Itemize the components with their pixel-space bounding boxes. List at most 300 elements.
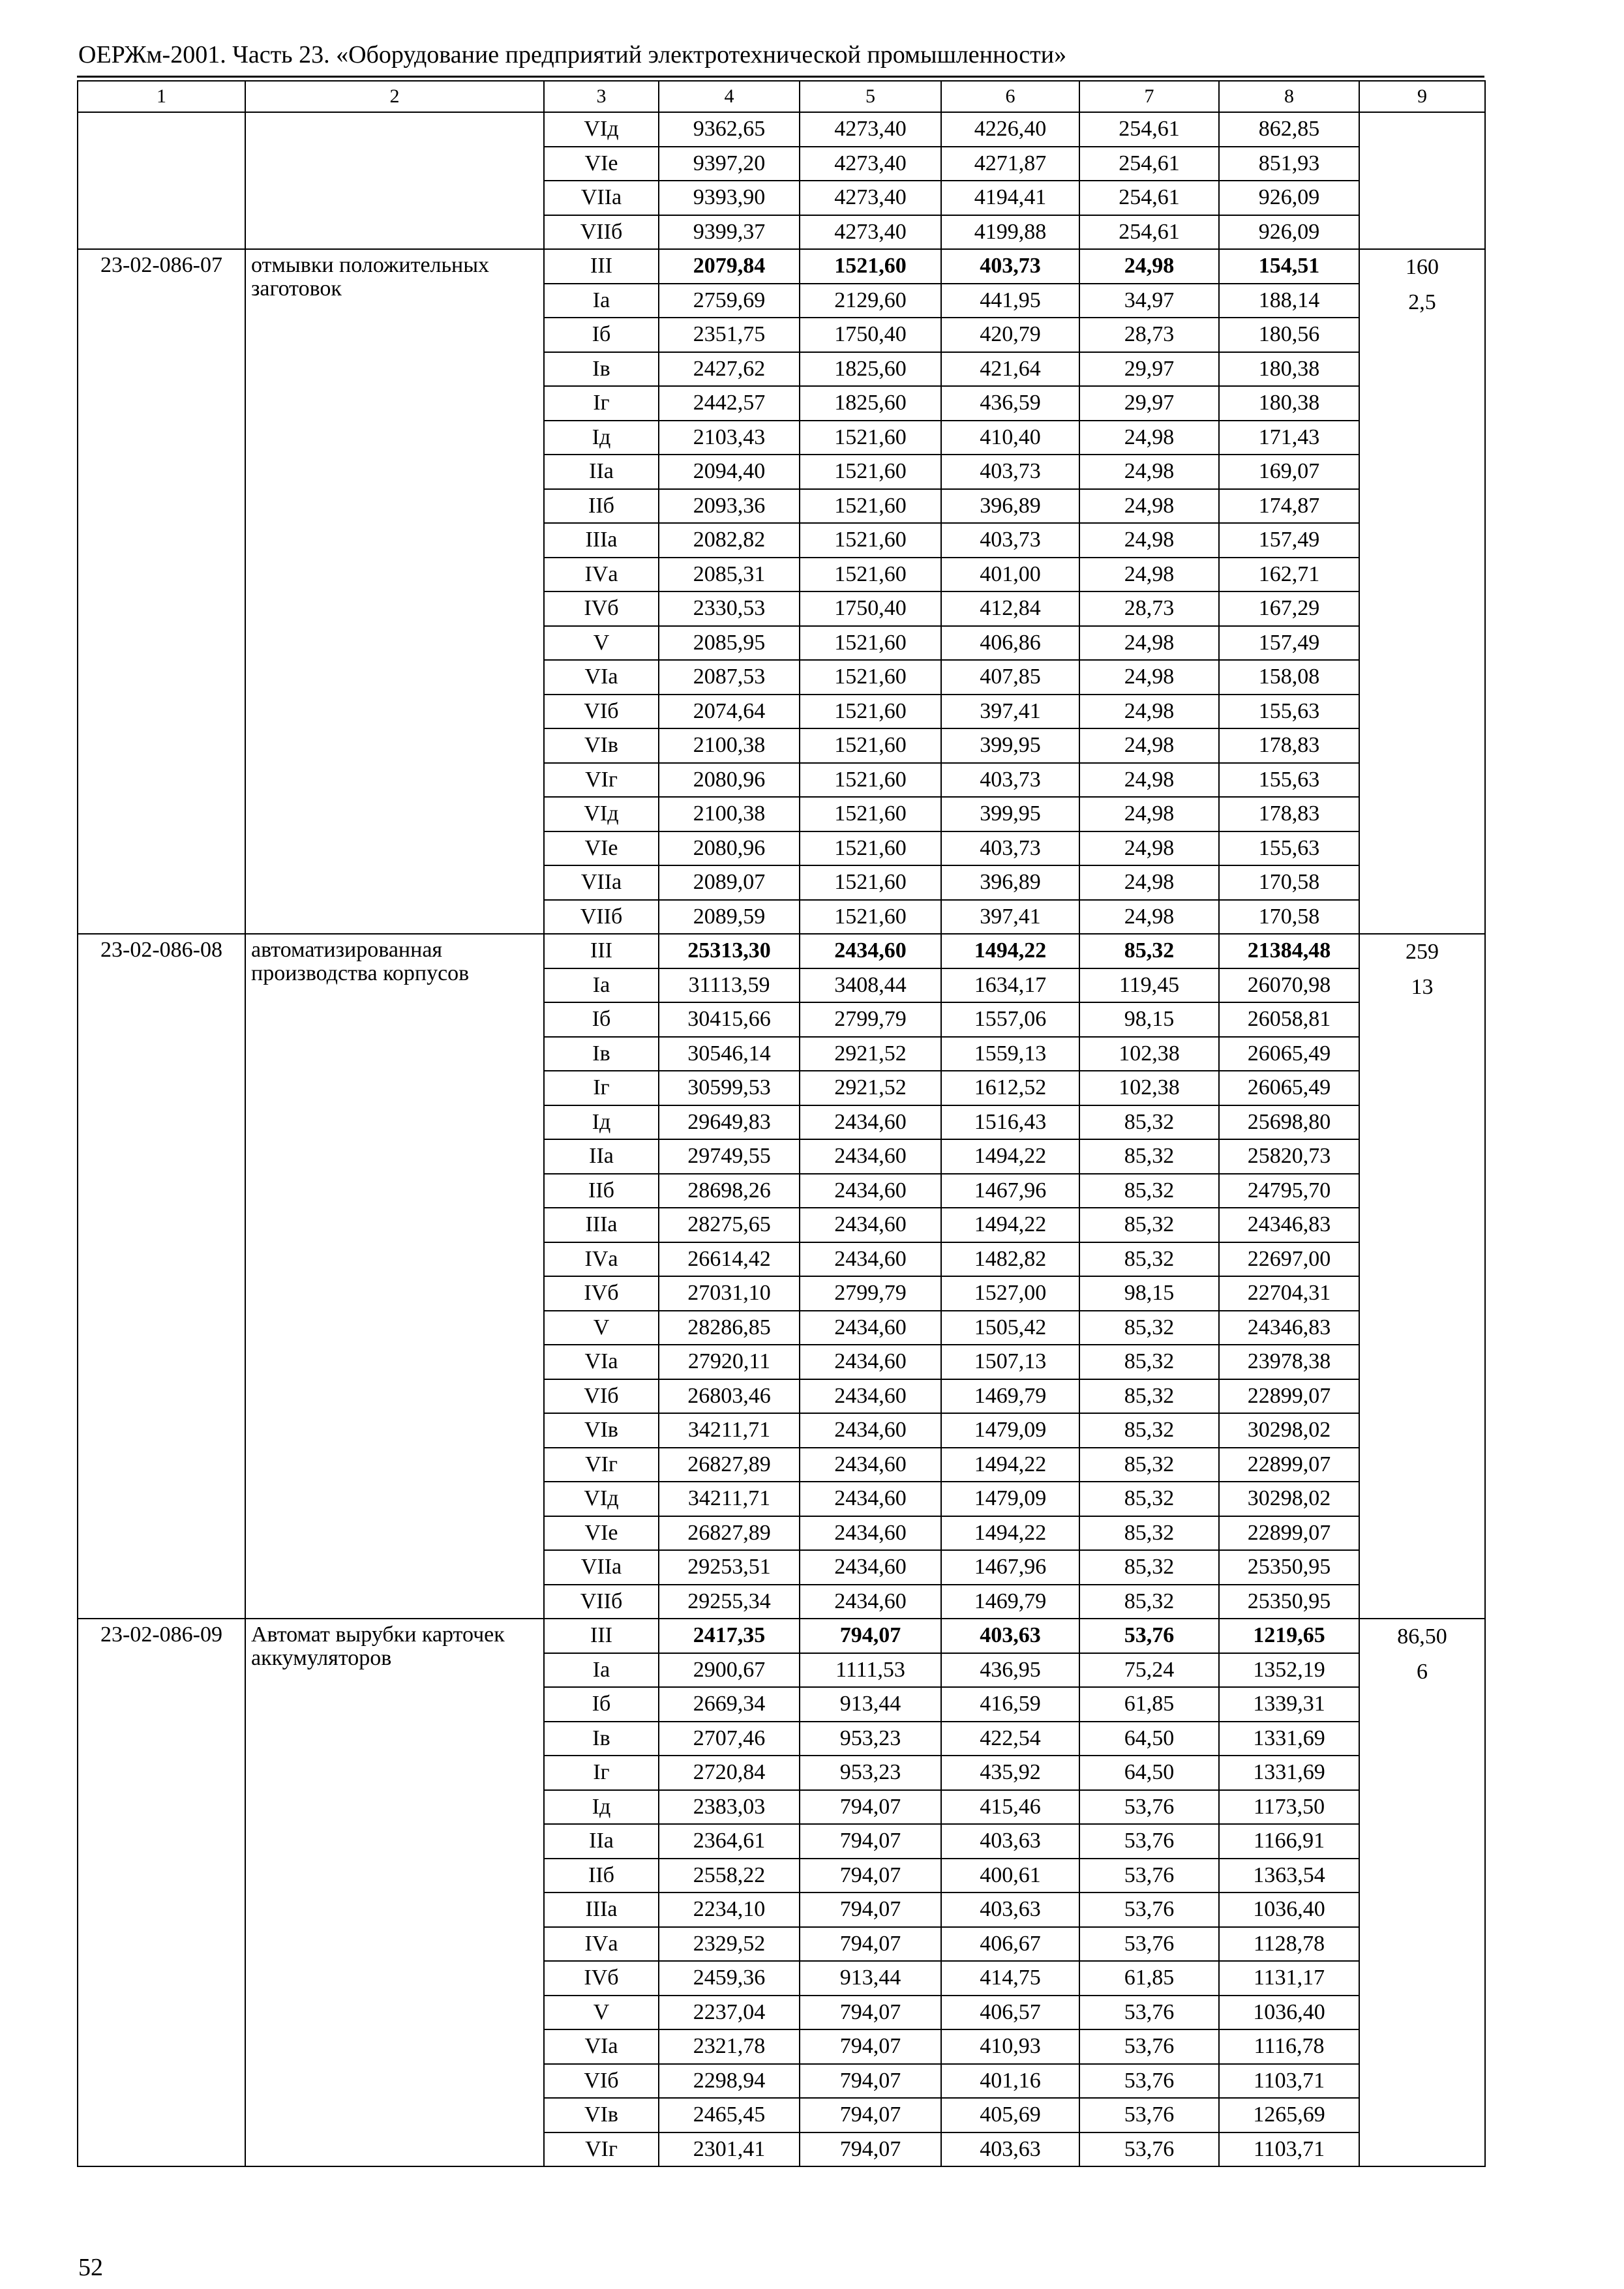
zone-cell: VIв <box>544 728 659 763</box>
value-cell: 403,73 <box>941 455 1079 489</box>
value-cell: 2080,96 <box>659 831 800 866</box>
rate-name <box>245 112 544 249</box>
rate-code: 23-02-086-09 <box>78 1619 245 2166</box>
value-cell: 1521,60 <box>800 249 941 284</box>
column-9-value: 160 <box>1406 255 1439 279</box>
value-cell: 25350,95 <box>1219 1585 1359 1619</box>
value-cell: 28286,85 <box>659 1311 800 1345</box>
value-cell: 1128,78 <box>1219 1927 1359 1962</box>
zone-cell: VIIб <box>544 1585 659 1619</box>
value-cell: 31113,59 <box>659 968 800 1003</box>
value-cell: 155,63 <box>1219 763 1359 798</box>
value-cell: 1331,69 <box>1219 1756 1359 1790</box>
value-cell: 85,32 <box>1079 1242 1219 1277</box>
zone-cell: IVб <box>544 1961 659 1996</box>
value-cell: 155,63 <box>1219 831 1359 866</box>
value-cell: 85,32 <box>1079 934 1219 968</box>
value-cell: 2351,75 <box>659 318 800 352</box>
value-cell: 3408,44 <box>800 968 941 1003</box>
value-cell: 2434,60 <box>800 1516 941 1551</box>
value-cell: 1750,40 <box>800 318 941 352</box>
value-cell: 29,97 <box>1079 352 1219 387</box>
zone-cell: VIд <box>544 1482 659 1516</box>
value-cell: 169,07 <box>1219 455 1359 489</box>
value-cell: 24,98 <box>1079 797 1219 831</box>
value-cell: 1521,60 <box>800 831 941 866</box>
column-number: 2 <box>245 81 544 112</box>
value-cell: 28,73 <box>1079 318 1219 352</box>
value-cell: 85,32 <box>1079 1208 1219 1242</box>
value-cell: 254,61 <box>1079 181 1219 215</box>
zone-cell: III <box>544 934 659 968</box>
value-cell: 2094,40 <box>659 455 800 489</box>
value-cell: 26827,89 <box>659 1516 800 1551</box>
value-cell: 2085,95 <box>659 626 800 661</box>
column-9-cell <box>1359 249 1485 934</box>
zone-cell: IVа <box>544 558 659 592</box>
value-cell: 2558,22 <box>659 1859 800 1893</box>
zone-cell: VIа <box>544 1345 659 1379</box>
value-cell: 85,32 <box>1079 1516 1219 1551</box>
zone-cell: IIа <box>544 1824 659 1859</box>
value-cell: 28275,65 <box>659 1208 800 1242</box>
value-cell: 24,98 <box>1079 763 1219 798</box>
value-cell: 2707,46 <box>659 1722 800 1756</box>
value-cell: 171,43 <box>1219 421 1359 455</box>
value-cell: 1825,60 <box>800 352 941 387</box>
table-row <box>78 934 1485 968</box>
value-cell: 61,85 <box>1079 1961 1219 1996</box>
value-cell: 400,61 <box>941 1859 1079 1893</box>
column-number: 3 <box>544 81 659 112</box>
table-body <box>78 81 1485 2166</box>
value-cell: 2237,04 <box>659 1996 800 2030</box>
value-cell: 2080,96 <box>659 763 800 798</box>
zone-cell: VIв <box>544 2098 659 2132</box>
value-cell: 1219,65 <box>1219 1619 1359 1653</box>
value-cell: 2799,79 <box>800 1276 941 1311</box>
value-cell: 416,59 <box>941 1687 1079 1722</box>
zone-cell: Iв <box>544 1722 659 1756</box>
value-cell: 24,98 <box>1079 865 1219 900</box>
table-row <box>78 1619 1485 1653</box>
value-cell: 4273,40 <box>800 215 941 250</box>
value-cell: 441,95 <box>941 284 1079 318</box>
value-cell: 29253,51 <box>659 1550 800 1585</box>
value-cell: 410,40 <box>941 421 1079 455</box>
value-cell: 98,15 <box>1079 1002 1219 1037</box>
value-cell: 1825,60 <box>800 386 941 421</box>
value-cell: 1116,78 <box>1219 2029 1359 2064</box>
value-cell: 53,76 <box>1079 1824 1219 1859</box>
value-cell: 1111,53 <box>800 1653 941 1688</box>
value-cell: 34211,71 <box>659 1482 800 1516</box>
value-cell: 1557,06 <box>941 1002 1079 1037</box>
value-cell: 403,63 <box>941 1619 1079 1653</box>
zone-cell: IVб <box>544 591 659 626</box>
value-cell: 2434,60 <box>800 934 941 968</box>
value-cell: 30599,53 <box>659 1071 800 1105</box>
value-cell: 415,46 <box>941 1790 1079 1825</box>
value-cell: 2720,84 <box>659 1756 800 1790</box>
value-cell: 9397,20 <box>659 147 800 181</box>
header-rule <box>77 76 1484 78</box>
value-cell: 4199,88 <box>941 215 1079 250</box>
value-cell: 22899,07 <box>1219 1379 1359 1414</box>
value-cell: 158,08 <box>1219 660 1359 695</box>
value-cell: 2100,38 <box>659 728 800 763</box>
value-cell: 2434,60 <box>800 1448 941 1482</box>
value-cell: 2434,60 <box>800 1208 941 1242</box>
value-cell: 862,85 <box>1219 112 1359 147</box>
value-cell: 154,51 <box>1219 249 1359 284</box>
zone-cell: IIб <box>544 1859 659 1893</box>
value-cell: 1634,17 <box>941 968 1079 1003</box>
value-cell: 2089,59 <box>659 900 800 935</box>
value-cell: 407,85 <box>941 660 1079 695</box>
column-number: 7 <box>1079 81 1219 112</box>
value-cell: 1521,60 <box>800 421 941 455</box>
value-cell: 22697,00 <box>1219 1242 1359 1277</box>
zone-cell: VIе <box>544 831 659 866</box>
zone-cell: V <box>544 1311 659 1345</box>
value-cell: 403,63 <box>941 1824 1079 1859</box>
value-cell: 1131,17 <box>1219 1961 1359 1996</box>
value-cell: 34211,71 <box>659 1413 800 1448</box>
value-cell: 2329,52 <box>659 1927 800 1962</box>
value-cell: 794,07 <box>800 1893 941 1927</box>
value-cell: 174,87 <box>1219 489 1359 524</box>
value-cell: 1521,60 <box>800 558 941 592</box>
value-cell: 157,49 <box>1219 523 1359 558</box>
value-cell: 24346,83 <box>1219 1311 1359 1345</box>
zone-cell: VIв <box>544 1413 659 1448</box>
value-cell: 27920,11 <box>659 1345 800 1379</box>
value-cell: 2427,62 <box>659 352 800 387</box>
value-cell: 61,85 <box>1079 1687 1219 1722</box>
zone-cell: VIIб <box>544 215 659 250</box>
rates-table <box>77 80 1486 2167</box>
column-9-value: 259 <box>1406 940 1439 964</box>
page-header: ОЕРЖм-2001. Часть 23. «Оборудование предприятий электротехнической промышленности» <box>78 41 1067 68</box>
zone-cell: Iд <box>544 421 659 455</box>
value-cell: 24,98 <box>1079 489 1219 524</box>
value-cell: 53,76 <box>1079 2132 1219 2167</box>
zone-cell: VIе <box>544 147 659 181</box>
zone-cell: VIг <box>544 2132 659 2167</box>
value-cell: 2093,36 <box>659 489 800 524</box>
value-cell: 24,98 <box>1079 626 1219 661</box>
value-cell: 1521,60 <box>800 695 941 729</box>
rate-name: отмывки положительных заготовок <box>245 249 544 934</box>
value-cell: 180,56 <box>1219 318 1359 352</box>
value-cell: 25350,95 <box>1219 1550 1359 1585</box>
value-cell: 2434,60 <box>800 1482 941 1516</box>
zone-cell: Iв <box>544 352 659 387</box>
zone-cell: IIа <box>544 455 659 489</box>
value-cell: 24,98 <box>1079 695 1219 729</box>
value-cell: 1559,13 <box>941 1037 1079 1071</box>
value-cell: 4273,40 <box>800 181 941 215</box>
value-cell: 24,98 <box>1079 831 1219 866</box>
value-cell: 34,97 <box>1079 284 1219 318</box>
value-cell: 24795,70 <box>1219 1174 1359 1208</box>
value-cell: 2669,34 <box>659 1687 800 1722</box>
value-cell: 53,76 <box>1079 1859 1219 1893</box>
value-cell: 2799,79 <box>800 1002 941 1037</box>
zone-cell: Iа <box>544 284 659 318</box>
value-cell: 2921,52 <box>800 1071 941 1105</box>
value-cell: 53,76 <box>1079 1790 1219 1825</box>
value-cell: 2100,38 <box>659 797 800 831</box>
value-cell: 2234,10 <box>659 1893 800 1927</box>
value-cell: 2434,60 <box>800 1174 941 1208</box>
rate-code <box>78 112 245 249</box>
value-cell: 64,50 <box>1079 1722 1219 1756</box>
value-cell: 2129,60 <box>800 284 941 318</box>
zone-cell: IIа <box>544 1139 659 1174</box>
value-cell: 396,89 <box>941 489 1079 524</box>
zone-cell: Iб <box>544 1002 659 1037</box>
value-cell: 913,44 <box>800 1961 941 1996</box>
value-cell: 2459,36 <box>659 1961 800 1996</box>
value-cell: 1494,22 <box>941 934 1079 968</box>
value-cell: 1521,60 <box>800 865 941 900</box>
value-cell: 167,29 <box>1219 591 1359 626</box>
zone-cell: IVа <box>544 1927 659 1962</box>
value-cell: 24,98 <box>1079 249 1219 284</box>
value-cell: 4271,87 <box>941 147 1079 181</box>
value-cell: 85,32 <box>1079 1413 1219 1448</box>
column-9-value: 6 <box>1417 1660 1428 1684</box>
value-cell: 794,07 <box>800 1859 941 1893</box>
value-cell: 1173,50 <box>1219 1790 1359 1825</box>
zone-cell: VIа <box>544 660 659 695</box>
zone-cell: Iа <box>544 1653 659 1688</box>
zone-cell: III <box>544 1619 659 1653</box>
value-cell: 794,07 <box>800 1790 941 1825</box>
value-cell: 2434,60 <box>800 1550 941 1585</box>
value-cell: 436,95 <box>941 1653 1079 1688</box>
rate-name: Автомат вырубки карточек аккумуляторов <box>245 1619 544 2166</box>
value-cell: 85,32 <box>1079 1345 1219 1379</box>
column-9-value: 86,50 <box>1397 1624 1447 1649</box>
value-cell: 851,93 <box>1219 147 1359 181</box>
zone-cell: IIIа <box>544 523 659 558</box>
value-cell: 421,64 <box>941 352 1079 387</box>
value-cell: 2434,60 <box>800 1311 941 1345</box>
value-cell: 1750,40 <box>800 591 941 626</box>
value-cell: 1479,09 <box>941 1413 1079 1448</box>
value-cell: 406,67 <box>941 1927 1079 1962</box>
zone-cell: IVб <box>544 1276 659 1311</box>
value-cell: 85,32 <box>1079 1139 1219 1174</box>
value-cell: 412,84 <box>941 591 1079 626</box>
zone-cell: VIд <box>544 112 659 147</box>
value-cell: 53,76 <box>1079 2064 1219 2099</box>
column-9-value: 13 <box>1411 975 1434 999</box>
zone-cell: VIе <box>544 1516 659 1551</box>
value-cell: 23978,38 <box>1219 1345 1359 1379</box>
value-cell: 85,32 <box>1079 1448 1219 1482</box>
rate-code: 23-02-086-07 <box>78 249 245 934</box>
value-cell: 401,16 <box>941 2064 1079 2099</box>
value-cell: 162,71 <box>1219 558 1359 592</box>
value-cell: 85,32 <box>1079 1585 1219 1619</box>
value-cell: 420,79 <box>941 318 1079 352</box>
value-cell: 401,00 <box>941 558 1079 592</box>
table-row <box>78 249 1485 284</box>
column-number: 9 <box>1359 81 1485 112</box>
value-cell: 396,89 <box>941 865 1079 900</box>
value-cell: 170,58 <box>1219 865 1359 900</box>
value-cell: 30546,14 <box>659 1037 800 1071</box>
value-cell: 30415,66 <box>659 1002 800 1037</box>
column-number: 8 <box>1219 81 1359 112</box>
zone-cell: IIб <box>544 1174 659 1208</box>
zone-cell: VIIб <box>544 900 659 935</box>
value-cell: 2383,03 <box>659 1790 800 1825</box>
value-cell: 26827,89 <box>659 1448 800 1482</box>
value-cell: 399,95 <box>941 797 1079 831</box>
zone-cell: Iг <box>544 1756 659 1790</box>
column-9-cell <box>1359 1619 1485 2166</box>
value-cell: 22899,07 <box>1219 1516 1359 1551</box>
value-cell: 26614,42 <box>659 1242 800 1277</box>
zone-cell: III <box>544 249 659 284</box>
value-cell: 180,38 <box>1219 386 1359 421</box>
value-cell: 22899,07 <box>1219 1448 1359 1482</box>
value-cell: 2082,82 <box>659 523 800 558</box>
value-cell: 926,09 <box>1219 181 1359 215</box>
zone-cell: VIб <box>544 1379 659 1414</box>
zone-cell: V <box>544 626 659 661</box>
value-cell: 30298,02 <box>1219 1413 1359 1448</box>
value-cell: 794,07 <box>800 1619 941 1653</box>
zone-cell: VIIа <box>544 865 659 900</box>
value-cell: 1521,60 <box>800 523 941 558</box>
value-cell: 405,69 <box>941 2098 1079 2132</box>
value-cell: 1505,42 <box>941 1311 1079 1345</box>
value-cell: 794,07 <box>800 1824 941 1859</box>
value-cell: 24,98 <box>1079 421 1219 455</box>
value-cell: 403,73 <box>941 249 1079 284</box>
zone-cell: Iв <box>544 1037 659 1071</box>
value-cell: 2074,64 <box>659 695 800 729</box>
value-cell: 1331,69 <box>1219 1722 1359 1756</box>
value-cell: 2079,84 <box>659 249 800 284</box>
zone-cell: VIг <box>544 763 659 798</box>
value-cell: 403,73 <box>941 523 1079 558</box>
value-cell: 2442,57 <box>659 386 800 421</box>
value-cell: 27031,10 <box>659 1276 800 1311</box>
zone-cell: VIIа <box>544 1550 659 1585</box>
zone-cell: V <box>544 1996 659 2030</box>
value-cell: 2434,60 <box>800 1379 941 1414</box>
value-cell: 26065,49 <box>1219 1071 1359 1105</box>
value-cell: 24,98 <box>1079 455 1219 489</box>
value-cell: 2434,60 <box>800 1139 941 1174</box>
zone-cell: Iд <box>544 1790 659 1825</box>
value-cell: 403,63 <box>941 2132 1079 2167</box>
value-cell: 180,38 <box>1219 352 1359 387</box>
value-cell: 178,83 <box>1219 728 1359 763</box>
value-cell: 794,07 <box>800 1996 941 2030</box>
value-cell: 24,98 <box>1079 523 1219 558</box>
column-number: 5 <box>800 81 941 112</box>
value-cell: 24346,83 <box>1219 1208 1359 1242</box>
value-cell: 2364,61 <box>659 1824 800 1859</box>
value-cell: 406,57 <box>941 1996 1079 2030</box>
value-cell: 85,32 <box>1079 1105 1219 1140</box>
value-cell: 2103,43 <box>659 421 800 455</box>
value-cell: 2301,41 <box>659 2132 800 2167</box>
value-cell: 1494,22 <box>941 1139 1079 1174</box>
value-cell: 1482,82 <box>941 1242 1079 1277</box>
column-number: 4 <box>659 81 800 112</box>
value-cell: 22704,31 <box>1219 1276 1359 1311</box>
value-cell: 2434,60 <box>800 1242 941 1277</box>
column-number: 1 <box>78 81 245 112</box>
zone-cell: Iб <box>544 1687 659 1722</box>
value-cell: 794,07 <box>800 2132 941 2167</box>
value-cell: 157,49 <box>1219 626 1359 661</box>
value-cell: 2900,67 <box>659 1653 800 1688</box>
value-cell: 1103,71 <box>1219 2064 1359 2099</box>
value-cell: 53,76 <box>1079 2098 1219 2132</box>
value-cell: 1521,60 <box>800 626 941 661</box>
value-cell: 1521,60 <box>800 660 941 695</box>
zone-cell: VIа <box>544 2029 659 2064</box>
value-cell: 1521,60 <box>800 728 941 763</box>
value-cell: 1516,43 <box>941 1105 1079 1140</box>
value-cell: 2434,60 <box>800 1105 941 1140</box>
zone-cell: VIб <box>544 695 659 729</box>
value-cell: 1166,91 <box>1219 1824 1359 1859</box>
zone-cell: VIб <box>544 2064 659 2099</box>
zone-cell: Iг <box>544 1071 659 1105</box>
value-cell: 1036,40 <box>1219 1996 1359 2030</box>
value-cell: 24,98 <box>1079 660 1219 695</box>
value-cell: 794,07 <box>800 2029 941 2064</box>
value-cell: 25313,30 <box>659 934 800 968</box>
rate-code: 23-02-086-08 <box>78 934 245 1619</box>
value-cell: 2298,94 <box>659 2064 800 2099</box>
document-page <box>77 39 1484 2167</box>
value-cell: 9393,90 <box>659 181 800 215</box>
table-row <box>78 112 1485 147</box>
value-cell: 422,54 <box>941 1722 1079 1756</box>
value-cell: 53,76 <box>1079 1619 1219 1653</box>
column-number-row <box>78 81 1485 112</box>
value-cell: 26070,98 <box>1219 968 1359 1003</box>
value-cell: 9362,65 <box>659 112 800 147</box>
value-cell: 4273,40 <box>800 112 941 147</box>
value-cell: 436,59 <box>941 386 1079 421</box>
value-cell: 170,58 <box>1219 900 1359 935</box>
value-cell: 1352,19 <box>1219 1653 1359 1688</box>
value-cell: 29649,83 <box>659 1105 800 1140</box>
value-cell: 1521,60 <box>800 455 941 489</box>
value-cell: 2417,35 <box>659 1619 800 1653</box>
value-cell: 24,98 <box>1079 728 1219 763</box>
value-cell: 1479,09 <box>941 1482 1079 1516</box>
value-cell: 1494,22 <box>941 1208 1079 1242</box>
value-cell: 85,32 <box>1079 1550 1219 1585</box>
value-cell: 1363,54 <box>1219 1859 1359 1893</box>
value-cell: 75,24 <box>1079 1653 1219 1688</box>
value-cell: 794,07 <box>800 2064 941 2099</box>
